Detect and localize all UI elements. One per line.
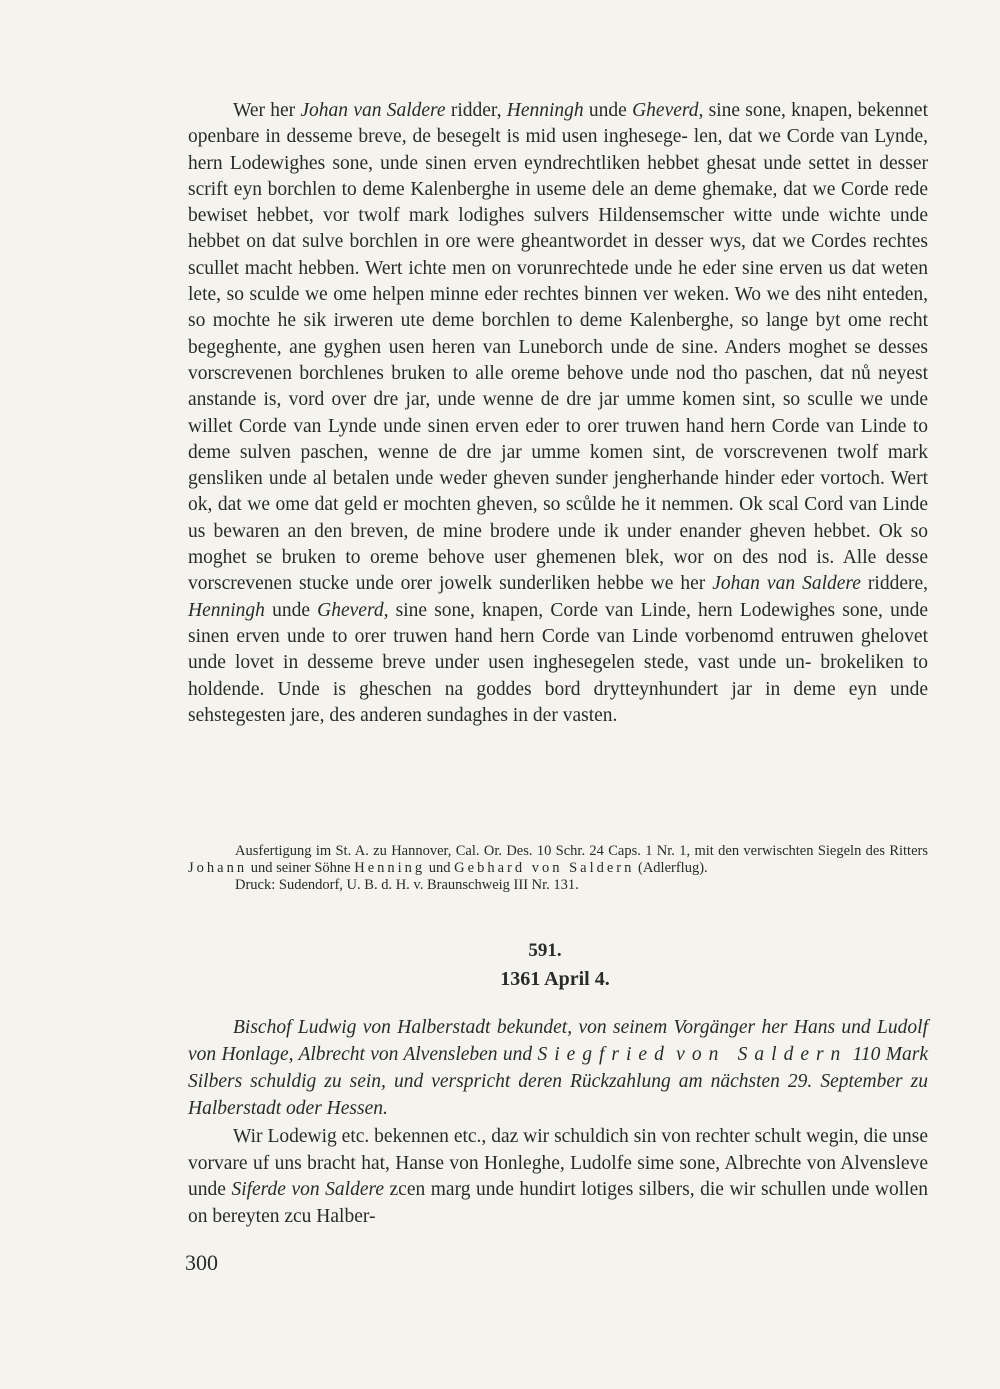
page-number: 300 <box>185 1250 218 1275</box>
regest-paragraph: Bischof Ludwig von Halberstadt bekundet, von seinem Vorgänger her Hans und Ludolf von Honlage, Albrecht von Alvensleben und Siegfried von Saldern 110 Mark Silbers schuldig zu sein, und verspricht deren Rückzahlung am nächsten 29. September zu Halberstadt oder Hessen. <box>188 1017 928 1119</box>
source-note <box>188 843 928 894</box>
source-note-text: Ausfertigung im St. A. zu Hannover, Cal. Or. Des. 10 Schr. 24 Caps. 1 Nr. 1, mit den verwischten Siegeln des Ritters Johann und seiner Söhne Henning und Gebhard von Saldern (Adlerflug). <box>188 843 928 876</box>
charter-text <box>188 98 928 729</box>
entry-date: 1361 April 4. <box>500 968 610 990</box>
entry-number: 591. <box>528 940 562 961</box>
charter-text-continued <box>188 1124 928 1230</box>
print-reference: Druck: Sudendorf, U. B. d. H. v. Braunschweig III Nr. 131. <box>235 877 579 893</box>
charter-paragraph-continued: Wir Lodewig etc. bekennen etc., daz wir schuldich sin von rechter schult wegin, die unse vorvare uf uns bracht hat, Hanse von Honleghe, Ludolfe sime sone, Albrechte von Alvensleve unde Siferde von Saldere zcen marg unde hundirt lotiges silbers, die wir schullen unde wollen on bereyten zcu Halber- <box>188 1126 928 1227</box>
regest-summary <box>188 1014 928 1122</box>
charter-paragraph: Wer her Johan van Saldere ridder, Henningh unde Gheverd, sine sone, knapen, bekennet openbare in desseme breve, de besegelt is mid usen inghesege- len, dat we Corde van Lynde, hern Lodewighes sone, unde sinen erven eyndrechtliken hebbet ghesat unde settet in desser scrift eyn borchlen to deme Kalenberghe in useme dele an deme ghemake, dat we Corde rede bewiset hebbet, vor twolf mark lodighes sulvers Hildensemscher witte unde wichte unde hebbet on dat sulve borchlen in ore were gheantwordet in desser wys, dat we Cordes rechtes scullet macht hebben. Wert ichte men on vorunrechtede unde he eder sine erven us dat weten lete, so sculde we ome helpen minne eder rechtes binnen ver weken. Wo we des niht enteden, so mochte he sik irweren ute deme borchlen to deme Kalenberghe, so lange byt ome recht begeghente, ane gyghen usen heren van Luneborch unde de sine. Anders moghet se desses vorscrevenen borchlenes bruken to alle oreme behove unde nod tho paschen, dat nů neyest anstande is, vord over dre jar, unde wenne de dre jar umme komen sint, so sculle we unde willet Corde van Lynde unde sinen erven eder to orer truwen hand hern Corde van Linde to deme sulven paschen, wenne de dre jar umme komen sint, de vorscrevenen twolf mark gensliken unde al betalen unde weder gheven sunder jengherhande hinder eder vortoch. Wert ok, dat we ome dat geld er mochten gheven, so scůlde he it nemmen. Ok scal Cord van Linde us bewaren an den breven, de mine brodere unde ik under enander gheven hebbet. Ok so moghet se bruken to oreme behove user ghemenen blek, wor on des nod is. Alle desse vorscrevenen stucke unde orer jowelk sunderliken hebbe we her Johan van Saldere riddere, Henningh unde Gheverd, sine sone, knapen, Corde van Linde, hern Lodewighes sone, unde sinen erven unde to orer truwen hand hern Corde van Linde vorbenomd entruwen ghelovet unde lovet in desseme breve under usen inghesegelen stede, vast unde un- brokeliken to holdende. Unde is gheschen na goddes bord drytteynhundert jar in deme eyn unde sehstegesten jare, des anderen sundaghes in der vasten. <box>188 100 929 726</box>
